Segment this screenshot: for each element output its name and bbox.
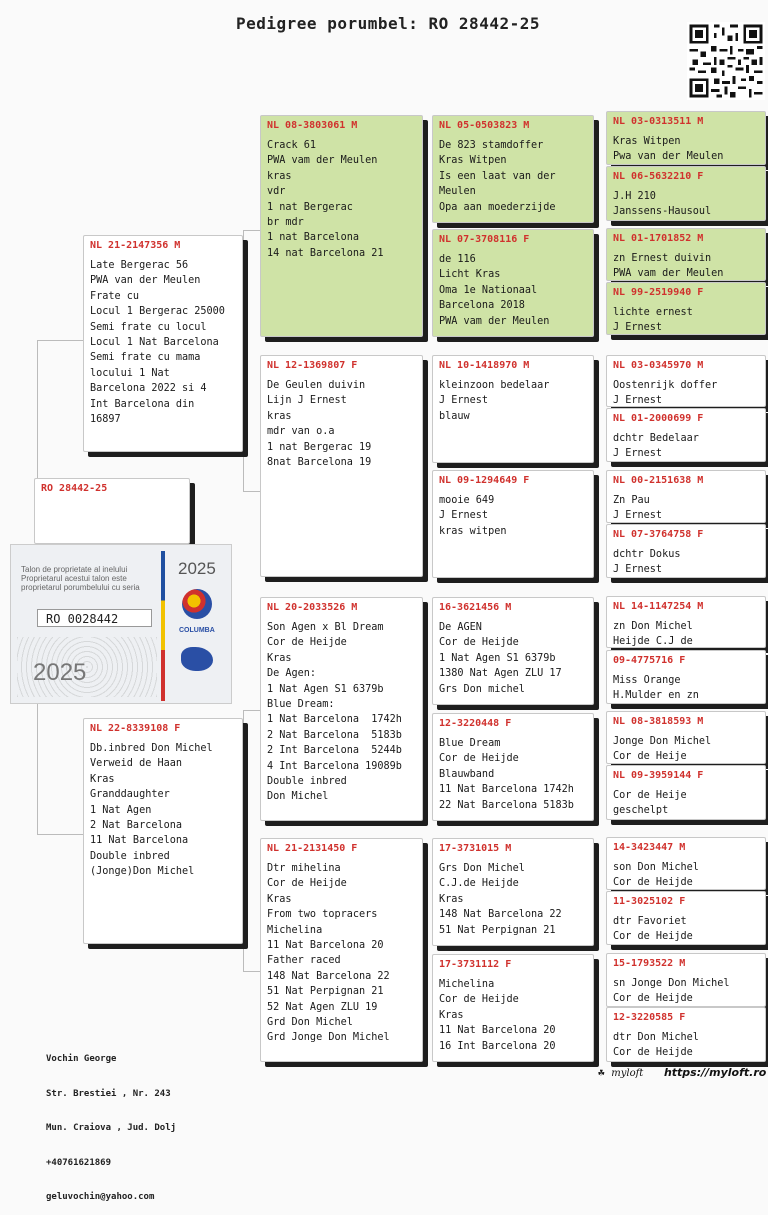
detail-line: Heijde C.J de	[613, 636, 693, 648]
card-gen4-10	[606, 650, 766, 704]
detail-line: mooie 649	[439, 495, 495, 506]
detail-line: Dtr mihelina	[267, 863, 341, 874]
detail-line: Grd Don Michel	[267, 1017, 353, 1029]
ring-number: 12-3220448 F	[439, 718, 512, 729]
columba-emblem-icon	[182, 589, 212, 619]
ring-number: NL 10-1418970 M	[439, 360, 530, 371]
card-gen4-9	[606, 596, 766, 648]
pigeon-details	[613, 251, 759, 281]
card-dam	[83, 718, 243, 944]
detail-line: 1380 Nat Agen ZLU 17	[439, 668, 562, 680]
card-gen4-7	[606, 470, 766, 523]
card-gen4-3	[606, 228, 766, 281]
owner-line: Vochin George	[46, 1054, 117, 1064]
card-sd-dam	[432, 470, 594, 578]
detail-line: 1 nat Bergerac 19	[267, 441, 372, 453]
detail-line: Semi frate cu locul	[90, 321, 207, 333]
card-dam-dam	[260, 838, 423, 1062]
card-gen4-6	[606, 408, 766, 462]
owner-line: geluvochin@yahoo.com	[46, 1192, 155, 1202]
detail-line: Miss Orange	[613, 675, 681, 686]
pigeon-details	[613, 734, 759, 764]
detail-line: Cor de Heijde	[267, 878, 347, 890]
brand-name: myloft	[611, 1068, 644, 1079]
detail-line: 16897	[90, 414, 121, 426]
detail-line: Semi frate cu mama	[90, 352, 201, 364]
pigeon-details	[613, 134, 759, 165]
ring-number: 14-3423447 M	[613, 842, 686, 853]
detail-line: 2 Int Barcelona 5244b	[267, 745, 402, 757]
detail-line: Kras	[267, 652, 292, 664]
detail-line: Meulen	[439, 186, 476, 198]
ring-number: NL 07-3708116 F	[439, 234, 530, 245]
ring-number: NL 05-0503823 M	[439, 120, 530, 131]
card-gen4-13	[606, 837, 766, 890]
detail-line: J Ernest	[439, 510, 489, 522]
ring-number: NL 20-2033526 M	[267, 602, 358, 613]
detail-line: Cor de Heijde	[613, 931, 693, 943]
detail-line: dtr Favoriet	[613, 916, 687, 927]
detail-line: dchtr Bedelaar	[613, 433, 699, 444]
detail-line: Oma 1e Nationaal	[439, 284, 538, 296]
detail-line: 8nat Barcelona 19	[267, 457, 372, 469]
ring-number: 15-1793522 M	[613, 958, 686, 969]
detail-line: kras witpen	[439, 525, 507, 537]
card-ss-dam	[432, 229, 594, 337]
detail-line: Granddaughter	[90, 789, 170, 801]
card-sd-sire	[432, 355, 594, 463]
pigeon-details	[439, 620, 587, 697]
detail-line: De Agen:	[267, 668, 317, 680]
detail-line: Kras	[439, 1009, 464, 1021]
ring-number: 09-4775716 F	[613, 655, 686, 666]
detail-line: 1 nat Barcelona	[267, 232, 360, 244]
detail-line: lichte ernest	[613, 307, 693, 318]
detail-line: Kras	[267, 893, 292, 905]
detail-line: 1 Nat Agen S1 6379b	[267, 683, 384, 695]
ring-number: NL 08-3803061 M	[267, 120, 358, 131]
detail-line: Blauwband	[439, 768, 495, 780]
detail-line: zn Ernest duivin	[613, 253, 712, 264]
detail-line: br mdr	[267, 217, 304, 229]
detail-line: Don Michel	[267, 791, 329, 803]
pigeon-details	[439, 977, 587, 1054]
detail-line: 16 Int Barcelona 20	[439, 1040, 556, 1052]
detail-line: 52 Nat Agen ZLU 19	[267, 1001, 378, 1013]
detail-line: Cor de Heijde	[439, 753, 519, 765]
ring-certificate-card	[10, 544, 232, 704]
detail-line: de 116	[439, 254, 476, 265]
detail-line: Janssens-Hausoul	[613, 206, 712, 218]
pigeon-details	[439, 138, 587, 215]
detail-line: Pwa van der Meulen	[613, 151, 724, 163]
detail-line: Grs Don Michel	[439, 863, 525, 874]
certificate-title: Talon de proprietate al inelului Proprietarul acestui talon este proprietarul porumbelului cu seria	[21, 565, 140, 592]
card-gen4-16	[606, 1007, 766, 1062]
certificate-year-bottom: 2025	[33, 659, 87, 686]
card-gen4-4	[606, 282, 766, 335]
ring-number: NL 08-3818593 M	[613, 716, 704, 727]
detail-line: 4 Int Barcelona 19089b	[267, 760, 402, 772]
pigeon-details	[613, 673, 759, 704]
ring-number: NL 00-2151638 M	[613, 475, 704, 486]
card-dam-sire	[260, 597, 423, 821]
detail-line: Cor de Heije	[613, 751, 687, 763]
pigeon-details	[439, 861, 587, 938]
detail-line: De 823 stamdoffer	[439, 140, 544, 151]
footer-branding	[598, 1066, 766, 1079]
card-gen4-8	[606, 524, 766, 578]
detail-line: Cor de Heijde	[613, 1047, 693, 1059]
detail-line: 11 Nat Barcelona 1742h	[439, 784, 574, 796]
ring-number: NL 03-0313511 M	[613, 116, 704, 127]
detail-line: dtr Don Michel	[613, 1032, 699, 1043]
detail-line: PWA vam der Meulen	[613, 268, 724, 280]
certificate-year-top: 2025	[178, 559, 216, 578]
detail-line: Oostenrijk doffer	[613, 380, 718, 391]
ring-number: NL 12-1369807 F	[267, 360, 358, 371]
detail-line: 22 Nat Barcelona 5183b	[439, 799, 574, 811]
myloft-logo-icon: ☘	[598, 1066, 605, 1079]
ring-number: NL 01-1701852 M	[613, 233, 704, 244]
card-ss-sire	[432, 115, 594, 223]
detail-line: PWA vam der Meulen	[439, 315, 550, 327]
detail-line: Kras	[90, 773, 115, 785]
detail-line: Father raced	[267, 955, 341, 967]
detail-line: Cor de Heijde	[439, 637, 519, 649]
detail-line: Is een laat van der	[439, 170, 556, 182]
detail-line: Cor de Heijde	[613, 877, 693, 889]
detail-line: Db.inbred Don Michel	[90, 743, 213, 754]
ring-number: NL 07-3764758 F	[613, 529, 704, 540]
pigeon-details	[613, 547, 759, 578]
detail-line: From two topracers	[267, 909, 378, 921]
detail-line: son Don Michel	[613, 862, 699, 873]
detail-line: J.H 210	[613, 191, 656, 202]
card-sire-sire	[260, 115, 423, 337]
detail-line: PWA van der Meulen	[90, 275, 201, 287]
ring-number: NL 99-2519940 F	[613, 287, 704, 298]
owner-line: Mun. Craiova , Jud. Dolj	[46, 1123, 177, 1133]
detail-line: Barcelona 2018	[439, 300, 525, 312]
detail-line: Crack 61	[267, 140, 317, 151]
pigeon-details	[613, 914, 759, 945]
detail-line: vdr	[267, 186, 286, 198]
pigeon-details	[613, 305, 759, 335]
detail-line: Cor de Heije	[613, 790, 687, 801]
card-dd-dam	[432, 954, 594, 1062]
ring-number: NL 21-2147356 M	[90, 240, 181, 251]
detail-line: Licht Kras	[439, 269, 501, 281]
detail-line: zn Don Michel	[613, 621, 693, 632]
detail-line: 148 Nat Barcelona 22	[267, 970, 390, 982]
pigeon-details	[439, 252, 587, 329]
detail-line: kras	[267, 170, 292, 182]
pigeon-details	[90, 741, 236, 880]
detail-line: Grs Don michel	[439, 683, 525, 695]
pigeon-details	[613, 378, 759, 407]
card-gen4-5	[606, 355, 766, 407]
owner-line: +40761621869	[46, 1157, 112, 1168]
ring-number: NL 01-2000699 F	[613, 413, 704, 424]
pigeon-details	[613, 788, 759, 819]
card-ds-dam	[432, 713, 594, 821]
detail-line: Verweid de Haan	[90, 758, 183, 770]
ring-number: RO 28442-25	[41, 483, 108, 494]
detail-line: PWA vam der Meulen	[267, 155, 378, 167]
detail-line: J Ernest	[439, 395, 489, 407]
detail-line: De AGEN	[439, 622, 482, 633]
card-ds-sire	[432, 597, 594, 705]
detail-line: 2 Nat Barcelona 5183b	[267, 729, 402, 741]
detail-line: Cor de Heijde	[439, 994, 519, 1006]
card-gen4-1	[606, 111, 766, 165]
detail-line: 51 Nat Perpignan 21	[267, 986, 384, 998]
ring-number: NL 09-3959144 F	[613, 770, 704, 781]
detail-line: C.J.de Heijde	[439, 878, 519, 890]
detail-line: geschelpt	[613, 805, 669, 817]
website-link[interactable]: https://myloft.ro	[663, 1066, 767, 1079]
detail-line: 1 Nat Agen	[90, 804, 152, 816]
pigeon-details	[613, 431, 759, 462]
pigeon-details	[613, 189, 759, 220]
detail-line: J Ernest	[613, 395, 663, 407]
detail-line: De Geulen duivin	[267, 380, 366, 391]
detail-line: Kras	[439, 893, 464, 905]
card-gen4-11	[606, 711, 766, 764]
card-gen4-15	[606, 953, 766, 1007]
detail-line: kleinzoon bedelaar	[439, 380, 550, 391]
page-title: Pedigree porumbel: RO 28442-25	[236, 14, 540, 33]
ring-number: 12-3220585 F	[613, 1012, 686, 1023]
detail-line: Cor de Heijde	[267, 637, 347, 649]
card-gen4-12	[606, 765, 766, 820]
pigeon-details	[613, 493, 759, 523]
card-sire-dam	[260, 355, 423, 577]
card-gen4-2	[606, 166, 766, 221]
tricolor-stripe	[161, 551, 165, 701]
detail-line: Locul 1 Nat Barcelona	[90, 337, 219, 349]
qr-code-icon	[687, 22, 765, 100]
detail-line: (Jonge)Don Michel	[90, 866, 195, 878]
detail-line: H.Mulder en zn	[613, 690, 699, 702]
ring-number: NL 14-1147254 M	[613, 601, 704, 612]
detail-line: Locul 1 Bergerac 25000	[90, 306, 225, 318]
detail-line: 1 Nat Barcelona 1742h	[267, 714, 402, 726]
card-gen4-14	[606, 891, 766, 945]
detail-line: mdr van o.a	[267, 426, 335, 438]
owner-contact	[46, 1031, 176, 1215]
ring-number: 17-3731015 M	[439, 843, 512, 854]
detail-line: Zn Pau	[613, 495, 650, 506]
pigeon-details	[613, 1030, 759, 1061]
subject-card	[34, 478, 190, 544]
detail-line: Double inbred	[267, 776, 347, 788]
detail-line: Blue Dream	[439, 738, 501, 749]
pigeon-details	[267, 620, 416, 805]
card-sire	[83, 235, 243, 452]
ring-number: NL 21-2131450 F	[267, 843, 358, 854]
pigeon-logo-icon	[181, 647, 213, 671]
detail-line: Michelina	[439, 979, 495, 990]
ring-number: 17-3731112 F	[439, 959, 512, 970]
detail-line: locului 1 Nat	[90, 367, 170, 379]
owner-line: Str. Brestiei , Nr. 243	[46, 1088, 171, 1099]
detail-line: 51 Nat Perpignan 21	[439, 924, 556, 936]
detail-line: J Ernest	[613, 564, 663, 576]
detail-line: Late Bergerac 56	[90, 260, 189, 271]
ring-number: NL 09-1294649 F	[439, 475, 530, 486]
detail-line: Michelina	[267, 924, 323, 936]
pigeon-details	[613, 860, 759, 890]
pigeon-details	[267, 861, 416, 1046]
detail-line: 11 Nat Barcelona	[90, 835, 189, 847]
detail-line: 11 Nat Barcelona 20	[439, 1025, 556, 1037]
detail-line: Son Agen x Bl Dream	[267, 622, 384, 633]
detail-line: Jonge Don Michel	[613, 736, 712, 747]
detail-line: dchtr Dokus	[613, 549, 681, 560]
detail-line: Kras Witpen	[439, 155, 507, 167]
detail-line: J Ernest	[613, 448, 663, 460]
connector-line	[37, 704, 88, 835]
detail-line: J Ernest	[613, 322, 663, 334]
pigeon-details	[613, 619, 759, 648]
pigeon-details	[90, 258, 236, 427]
detail-line: Blue Dream:	[267, 699, 335, 711]
detail-line: sn Jonge Don Michel	[613, 978, 730, 989]
detail-line: J Ernest	[613, 510, 663, 522]
ring-number: 16-3621456 M	[439, 602, 512, 613]
pigeon-details	[439, 493, 587, 539]
certificate-brand: COLUMBA	[179, 627, 215, 634]
ring-number: NL 06-5632210 F	[613, 171, 704, 182]
card-dd-sire	[432, 838, 594, 946]
pigeon-details	[267, 138, 416, 261]
detail-line: 148 Nat Barcelona 22	[439, 909, 562, 921]
ring-number: NL 03-0345970 M	[613, 360, 704, 371]
pigeon-details	[613, 976, 759, 1007]
ring-number: NL 22-8339108 F	[90, 723, 181, 734]
detail-line: 1 Nat Agen S1 6379b	[439, 652, 556, 664]
detail-line: 14 nat Barcelona 21	[267, 247, 384, 259]
detail-line: kras	[267, 410, 292, 422]
detail-line: Frate cu	[90, 290, 140, 302]
detail-line: 11 Nat Barcelona 20	[267, 940, 384, 952]
connector-line	[37, 340, 88, 485]
detail-line: blauw	[439, 410, 470, 422]
detail-line: Opa aan moederzijde	[439, 201, 556, 213]
detail-line: Kras Witpen	[613, 136, 681, 147]
pigeon-details	[439, 378, 587, 424]
detail-line: 1 nat Bergerac	[267, 201, 353, 213]
detail-line: 2 Nat Barcelona	[90, 820, 183, 832]
detail-line: Grd Jonge Don Michel	[267, 1032, 390, 1044]
pigeon-details	[439, 736, 587, 813]
pigeon-details	[267, 378, 416, 470]
detail-line: Cor de Heijde	[613, 993, 693, 1005]
detail-line: Lijn J Ernest	[267, 395, 347, 407]
detail-line: Int Barcelona din	[90, 398, 195, 410]
detail-line: Double inbred	[90, 850, 170, 862]
certificate-ring-number: RO 0028442	[37, 609, 152, 627]
detail-line: Barcelona 2022 si 4	[90, 383, 207, 395]
ring-number: 11-3025102 F	[613, 896, 686, 907]
